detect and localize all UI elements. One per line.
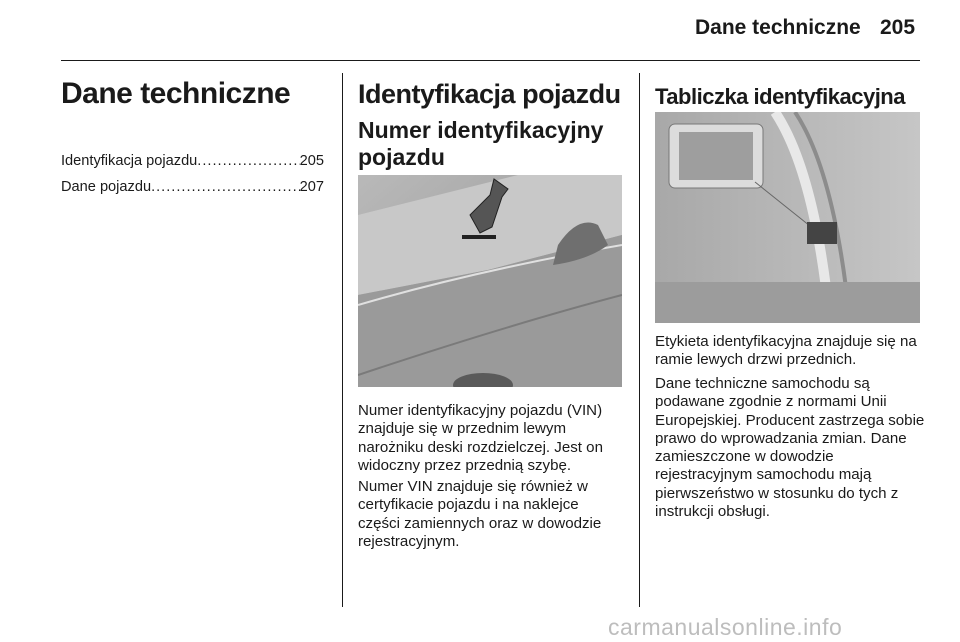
column-divider-1 — [342, 73, 343, 607]
page-number: 205 — [880, 16, 916, 39]
vin-paragraph-2: Numer VIN znajduje się również w certyfikacie pojazdu i na naklejce części zamiennych oraz w dowodzie rejestracyjnym. — [358, 478, 602, 550]
toc-entry-page: 205 — [299, 153, 324, 169]
plate-paragraph-1: Etykieta identyfikacyjna znajduje się na ramie lewych drzwi przednich. — [655, 333, 917, 369]
toc-leader-dots — [151, 174, 300, 200]
column-divider-2 — [639, 73, 640, 607]
watermark: carmanualsonline.info — [608, 614, 843, 640]
plate-paragraph-2: Dane techniczne samochodu są podawane zgodnie z normami Unii Europejskiej. Producent zastrzega sobie prawo do wprowadzania zmian. Dane zamieszczone w dowodzie rejestracyjnym samochodu mają pierwszeństwo w stosunku do tych z instrukcji obsługi. — [655, 375, 925, 521]
toc-entry-label: Identyfikacja pojazdu — [61, 153, 198, 169]
vin-location-illustration — [358, 175, 622, 387]
section-title: Tabliczka identyfikacyjna — [655, 84, 905, 109]
chapter-title: Dane techniczne — [61, 77, 291, 110]
toc-entry-label: Dane pojazdu — [61, 179, 152, 195]
toc-entry[interactable] — [61, 174, 324, 200]
header-divider — [61, 60, 920, 61]
toc-entry[interactable] — [61, 148, 324, 174]
identification-plate-illustration — [655, 112, 920, 323]
vin-paragraph-1: Numer identyfikacyjny pojazdu (VIN) znajduje się w przednim lewym narożniku deski rozdzielczej. Jest on widoczny przez przednią szybę. — [358, 402, 603, 474]
toc-leader-dots — [197, 148, 299, 174]
section-title: Identyfikacja pojazdu — [358, 79, 621, 109]
subsection-title: Numer identyfikacyjny pojazdu — [358, 117, 604, 170]
table-of-contents — [61, 148, 324, 200]
toc-entry-page: 207 — [299, 179, 324, 195]
running-header-title: Dane techniczne — [695, 16, 861, 39]
